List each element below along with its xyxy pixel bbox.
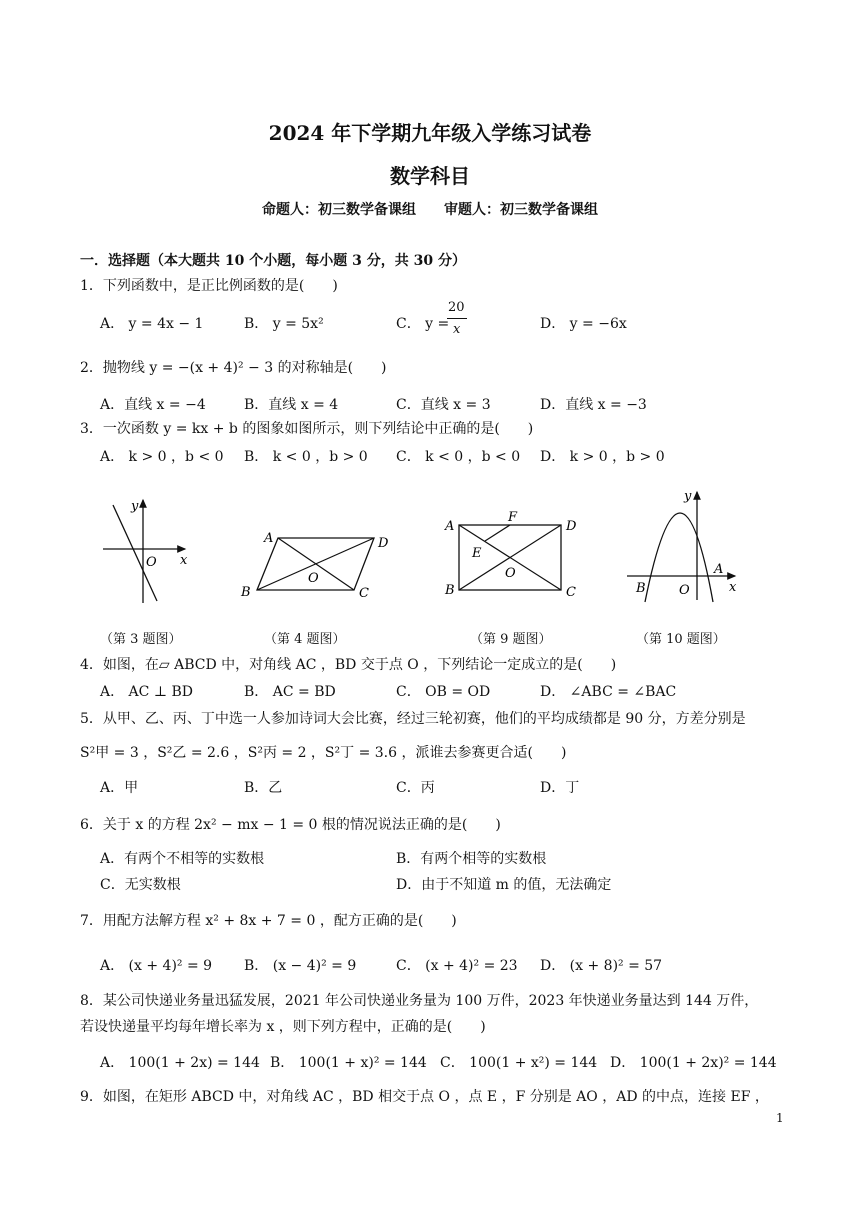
fig4-label-a: A — [264, 531, 274, 546]
fig4-label-b: B — [241, 585, 251, 600]
fig3-line — [113, 505, 157, 601]
fig9-label-b: B — [445, 583, 455, 598]
question-1-option-a: A． y = 4x − 1 — [100, 316, 204, 332]
fig9-label-d: D — [566, 519, 577, 534]
question-5-stem: 5．从甲、乙、丙、丁中选一人参加诗词大会比赛，经过三轮初赛，他们的平均成绩都是 90 分，方差分别是 — [80, 711, 746, 727]
question-3-option-d: D． k > 0 ，b > 0 — [540, 449, 665, 465]
fig10-label-o: O — [679, 583, 690, 598]
question-7-option-b: B． (x − 4)² = 9 — [244, 958, 357, 974]
question-6-option-d: D．由于不知道 m 的值，无法确定 — [396, 877, 612, 893]
question-1-stem: 1．下列函数中，是正比例函数的是( ) — [80, 278, 338, 294]
fig3-origin-label: O — [146, 555, 157, 570]
fig4-caption: （第 4 题图） — [264, 632, 346, 647]
fig10-caption: （第 10 题图） — [636, 632, 726, 647]
fig4-label-c: C — [359, 586, 369, 601]
exam-authors: 命题人：初三数学备课组 审题人：初三数学备课组 — [262, 202, 598, 218]
question-8-stem-line2: 若设快递量平均每年增长率为 x ，则下列方程中，正确的是( ) — [80, 1019, 486, 1035]
question-3-option-c: C． k < 0 ，b < 0 — [396, 449, 521, 465]
question-6-stem: 6．关于 x 的方程 2x² − mx − 1 = 0 根的情况说法正确的是( ) — [80, 817, 501, 833]
question-6-option-b: B．有两个相等的实数根 — [396, 851, 547, 867]
figure-9 — [444, 510, 577, 600]
fig10-label-b: B — [636, 581, 646, 596]
question-3-stem: 3．一次函数 y = kx + b 的图象如图所示，则下列结论中正确的是( ) — [80, 421, 534, 437]
question-8-stem: 8．某公司快递业务量迅猛发展，2021 年公司快递业务量为 100 万件，2023 年快递业务量达到 144 万件， — [80, 993, 759, 1009]
fig10-label-a: A — [714, 562, 724, 577]
question-4-stem: 4．如图，在▱ ABCD 中，对角线 AC ，BD 交于点 O ，下列结论一定成立的是( ) — [80, 657, 617, 673]
question-7-stem: 7．用配方法解方程 x² + 8x + 7 = 0 ，配方正确的是( ) — [80, 913, 457, 929]
question-8-option-d: D． 100(1 + 2x)² = 144 — [610, 1055, 777, 1071]
question-5-option-a: A．甲 — [100, 780, 139, 796]
question-5-option-c: C．丙 — [396, 780, 435, 796]
exam-subject: 数学科目 — [390, 164, 470, 188]
question-2-option-b: B．直线 x = 4 — [244, 397, 339, 413]
fraction-bar — [447, 318, 467, 319]
fig9-label-f: F — [508, 510, 518, 525]
question-1-option-b: B． y = 5x² — [244, 316, 324, 332]
fig3-y-label: y — [131, 499, 139, 514]
figure-3 — [103, 499, 188, 603]
question-2-option-a: A．直线 x = −4 — [100, 397, 206, 413]
page-number: 1 — [776, 1111, 784, 1125]
question-3-option-a: A． k > 0 ，b < 0 — [100, 449, 224, 465]
question-8-option-b: B． 100(1 + x)² = 144 — [270, 1055, 427, 1071]
question-4-option-b: B． AC = BD — [244, 684, 336, 700]
fig10-y-label: y — [684, 489, 692, 504]
fig10-x-label: x — [729, 580, 737, 595]
question-2-option-c: C．直线 x = 3 — [396, 397, 491, 413]
fig9-label-o: O — [505, 566, 516, 581]
question-6-option-c: C．无实数根 — [100, 877, 181, 893]
section-heading: 一．选择题（本大题共 10 个小题，每小题 3 分，共 30 分） — [80, 253, 466, 269]
question-4-option-a: A． AC ⊥ BD — [100, 684, 193, 700]
question-8-option-a: A． 100(1 + 2x) = 144 — [100, 1055, 260, 1071]
question-1-option-c: C． y = — [396, 316, 450, 332]
fig9-label-c: C — [566, 585, 576, 600]
question-6-option-a: A．有两个不相等的实数根 — [100, 851, 265, 867]
figure-4 — [240, 531, 389, 601]
fig3-x-label: x — [180, 553, 188, 568]
fig4-label-o: O — [308, 571, 319, 586]
question-4-option-c: C． OB = OD — [396, 684, 491, 700]
question-9-stem: 9．如图，在矩形 ABCD 中，对角线 AC ，BD 相交于点 O ，点 E ，F 分别是 AO ，AD 的中点，连接 EF ， — [80, 1089, 769, 1105]
fig9-caption: （第 9 题图） — [470, 632, 552, 647]
question-7-option-d: D． (x + 8)² = 57 — [540, 958, 663, 974]
fig9-label-a: A — [445, 519, 455, 534]
question-1-c-denominator: x — [453, 322, 461, 337]
question-7-option-a: A． (x + 4)² = 9 — [100, 958, 213, 974]
figure-10 — [627, 489, 737, 602]
fig9-segment-ef — [485, 525, 510, 541]
question-3-option-b: B． k < 0 ，b > 0 — [244, 449, 368, 465]
question-1-c-numerator: 20 — [448, 300, 465, 315]
fig4-label-d: D — [378, 536, 389, 551]
fig3-caption: （第 3 题图） — [100, 632, 182, 647]
question-1-option-d: D． y = −6x — [540, 316, 627, 332]
question-5-stem-variances: S²甲 = 3 ，S²乙 = 2.6 ，S²丙 = 2 ，S²丁 = 3.6 ，派谁去参赛更合适( ) — [80, 745, 567, 761]
question-4-option-d: D． ∠ABC = ∠BAC — [540, 684, 677, 700]
question-8-option-c: C． 100(1 + x²) = 144 — [440, 1055, 598, 1071]
question-5-option-b: B．乙 — [244, 780, 283, 796]
question-7-option-c: C． (x + 4)² = 23 — [396, 958, 518, 974]
exam-title: 2024 年下学期九年级入学练习试卷 — [268, 121, 592, 145]
question-2-option-d: D．直线 x = −3 — [540, 397, 647, 413]
figures-row — [0, 480, 860, 630]
fig9-label-e: E — [472, 546, 482, 561]
question-2-stem: 2．抛物线 y = −(x + 4)² − 3 的对称轴是( ) — [80, 360, 387, 376]
question-5-option-d: D．丁 — [540, 780, 580, 796]
